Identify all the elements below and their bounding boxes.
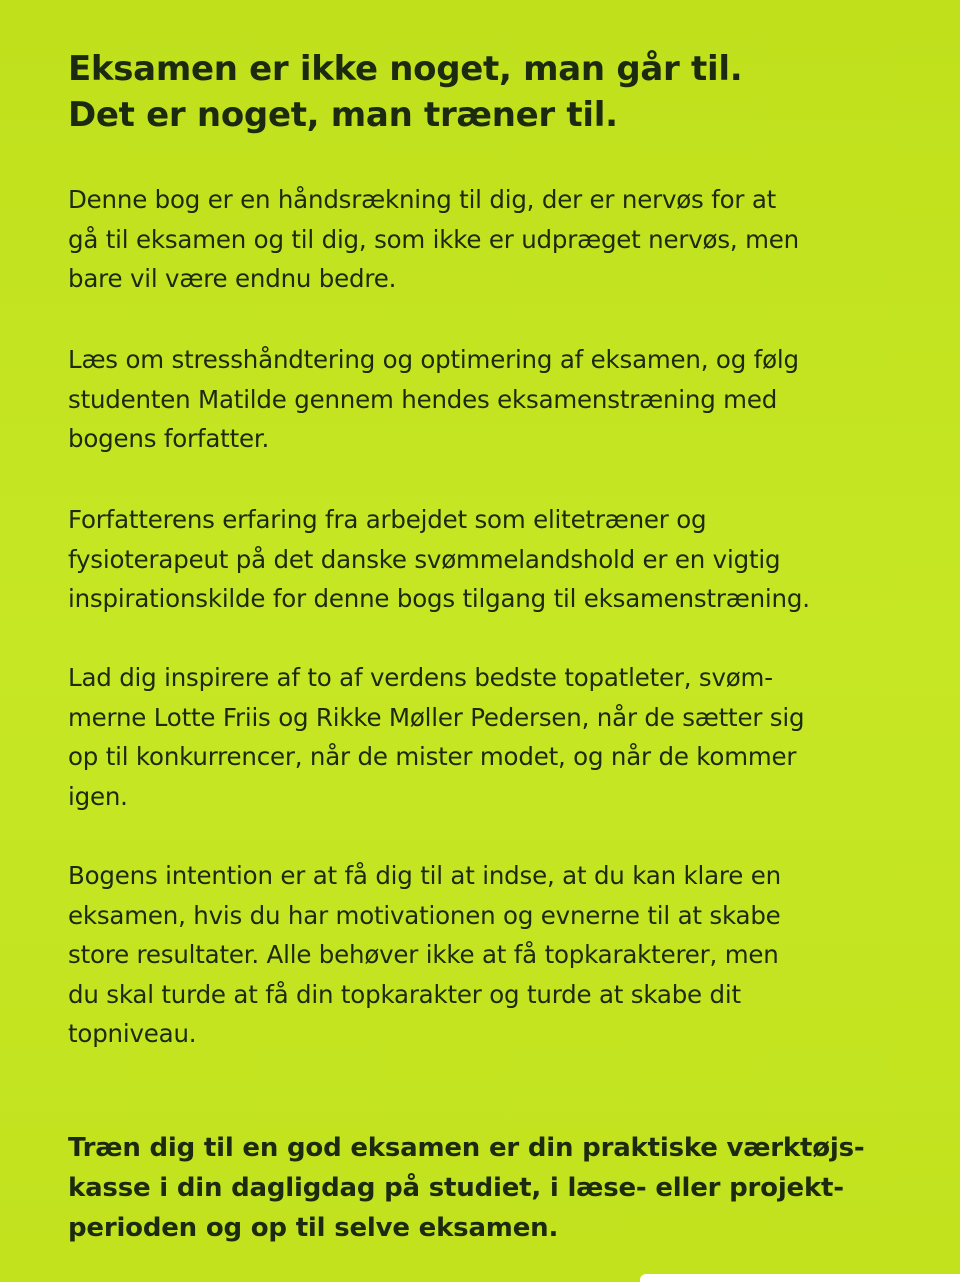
text-line: fysioterapeut på det danske svømmelandshold er en vigtig <box>68 544 781 574</box>
headline <box>68 46 898 138</box>
text-line: gå til eksamen og til dig, som ikke er udpræget nervøs, men <box>68 224 799 254</box>
text-line: bogens forfatter. <box>68 424 270 453</box>
text-line: store resultater. Alle behøver ikke at få topkarakterer, men <box>68 940 779 969</box>
text-line: eksamen, hvis du har motivationen og evnerne til at skabe <box>68 900 781 930</box>
text-line: studenten Matilde gennem hendes eksamenstræning med <box>68 384 778 414</box>
paragraph-author-experience <box>68 500 898 619</box>
paragraph-athletes <box>68 658 898 816</box>
text-line: Denne bog er en håndsrækning til dig, der er nervøs for at <box>68 185 777 214</box>
headline-line: Det er noget, man træner til. <box>68 95 618 135</box>
paragraph-intro <box>68 180 898 299</box>
text-line: bare vil være endnu bedre. <box>68 264 397 293</box>
text-line: perioden og op til selve eksamen. <box>68 1213 559 1243</box>
closing-statement <box>68 1128 898 1248</box>
text-line: Bogens intention er at få dig til at indse, at du kan klare en <box>68 861 781 890</box>
paragraph-stress <box>68 340 898 459</box>
text-line: Læs om stresshåndtering og optimering af eksamen, og følg <box>68 345 799 374</box>
paragraph-intention <box>68 856 898 1054</box>
text-line: du skal turde at få din topkarakter og turde at skabe dit <box>68 979 741 1009</box>
text-line: Træn dig til en god eksamen er din praktiske værktøjs- <box>68 1133 865 1163</box>
text-line: merne Lotte Friis og Rikke Møller Pedersen, når de sætter sig <box>68 702 805 732</box>
text-line: inspirationskilde for denne bogs tilgang til eksamenstræning. <box>68 584 810 613</box>
text-line: op til konkurrencer, når de mister modet, og når de kommer <box>68 742 797 771</box>
text-line: igen. <box>68 781 128 811</box>
text-line: Lad dig inspirere af to af verdens bedste topatleter, svøm- <box>68 663 773 692</box>
text-line: topniveau. <box>68 1019 197 1048</box>
barcode-label-edge <box>640 1274 960 1282</box>
text-line: kasse i din dagligdag på studiet, i læse- eller projekt- <box>68 1173 844 1203</box>
headline-line: Eksamen er ikke noget, man går til. <box>68 49 743 89</box>
text-line: Forfatterens erfaring fra arbejdet som elitetræner og <box>68 505 707 534</box>
